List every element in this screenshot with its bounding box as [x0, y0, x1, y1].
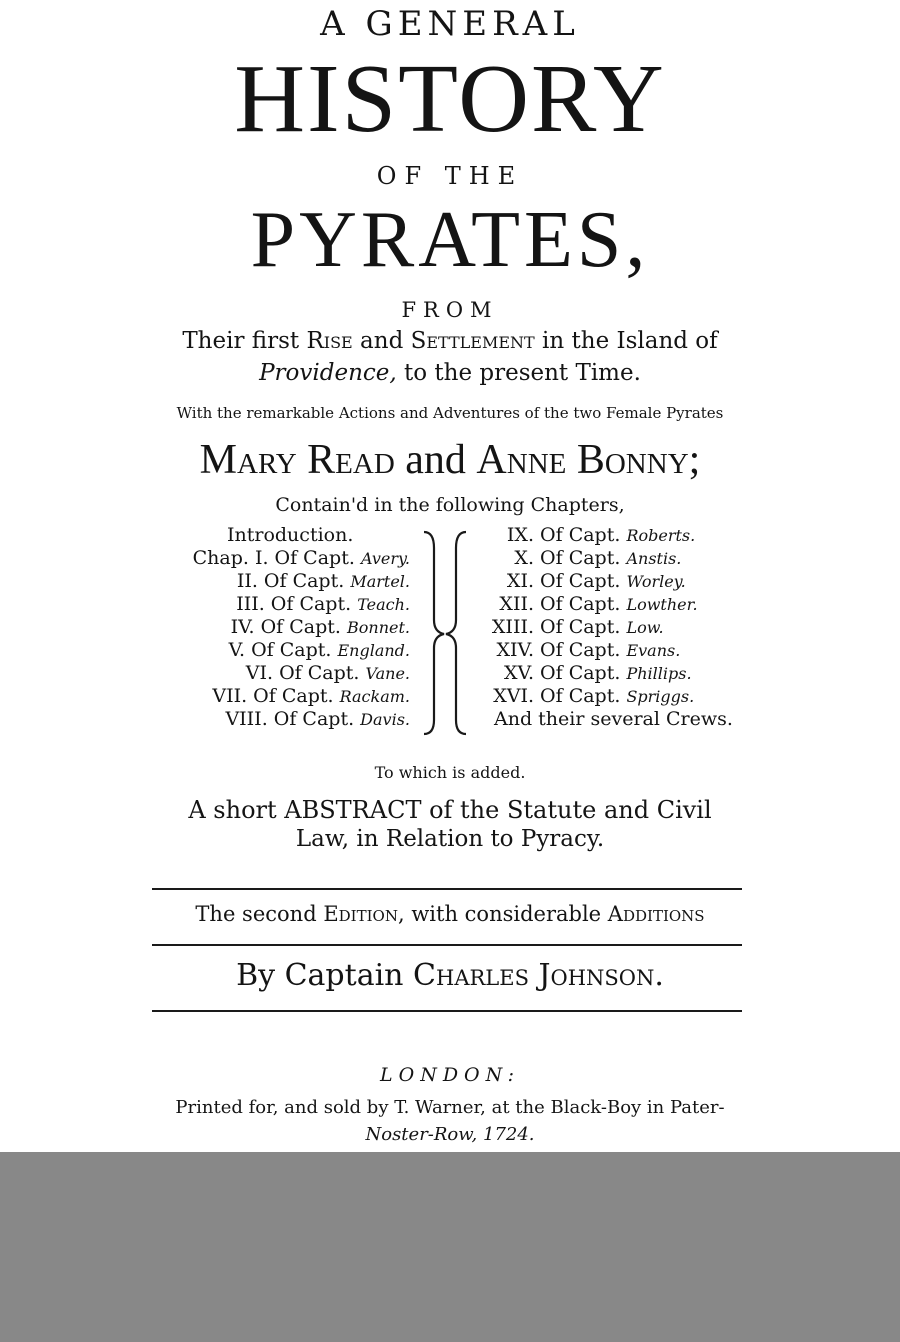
author-line: By Captain Charles Johnson.	[236, 958, 664, 993]
imprint-line-1: Printed for, and sold by T. Warner, at the Black-Boy in Pater-	[175, 1097, 725, 1118]
chapter-row: XIV. Of Capt. Evans.	[496, 639, 681, 661]
chapter-row: XII. Of Capt. Lowther.	[499, 593, 698, 615]
abstract-line-2: Law, in Relation to Pyracy.	[295, 826, 605, 852]
added-line: To which is added.	[374, 763, 526, 782]
chapter-row: Introduction.	[227, 524, 354, 546]
chapter-row: VI. Of Capt. Vane.	[245, 662, 410, 684]
chapter-row: Chap. I. Of Capt. Avery.	[192, 547, 410, 569]
abstract-line-1: A short ABSTRACT of the Statute and Civil	[188, 796, 712, 824]
imprint-line-2: Noster-Row, 1724.	[365, 1124, 535, 1145]
chapter-row: V. Of Capt. England.	[228, 639, 410, 661]
divider-rule	[152, 1010, 742, 1012]
chapter-row: IV. Of Capt. Bonnet.	[230, 616, 410, 638]
subtitle-line-1: Their first Rise and Settlement in the Island of	[182, 328, 718, 354]
divider-rule	[152, 888, 742, 890]
chapter-row: XVI. Of Capt. Spriggs.	[493, 685, 695, 707]
edition-line: The second Edition, with considerable Additions	[195, 902, 705, 926]
chapter-list	[0, 524, 900, 746]
chapter-column-right	[470, 524, 770, 731]
divider-rule	[152, 944, 742, 946]
imprint-city: LONDON:	[380, 1064, 520, 1086]
contents-line: Contain'd in the following Chapters,	[275, 494, 625, 516]
remark-line: With the remarkable Actions and Adventures of the two Female Pyrates	[176, 404, 724, 422]
chapter-row: And their several Crews.	[494, 708, 733, 730]
chapter-column-left	[100, 524, 410, 731]
title-line-pyrates: PYRATES,	[250, 196, 650, 284]
chapter-row: III. Of Capt. Teach.	[236, 593, 410, 615]
title-line-history: HISTORY	[234, 45, 666, 153]
chapter-row: XV. Of Capt. Phillips.	[504, 662, 692, 684]
title-line-from: FROM	[401, 298, 499, 322]
title-line-general: A GENERAL	[320, 4, 580, 44]
chapter-row: II. Of Capt. Martel.	[236, 570, 410, 592]
chapter-row: IX. Of Capt. Roberts.	[506, 524, 696, 546]
chapter-row: VIII. Of Capt. Davis.	[225, 708, 410, 730]
chapter-row: VII. Of Capt. Rackam.	[212, 685, 410, 707]
title-line-of-the: OF THE	[376, 162, 524, 190]
chapter-row: XIII. Of Capt. Low.	[491, 616, 664, 638]
grey-band	[0, 1152, 900, 1342]
subtitle-line-2: Providence, to the present Time.	[259, 360, 641, 386]
names-line: Mary Read and Anne Bonny;	[199, 437, 701, 483]
chapter-row: X. Of Capt. Anstis.	[514, 547, 682, 569]
chapter-row: XI. Of Capt. Worley.	[506, 570, 686, 592]
